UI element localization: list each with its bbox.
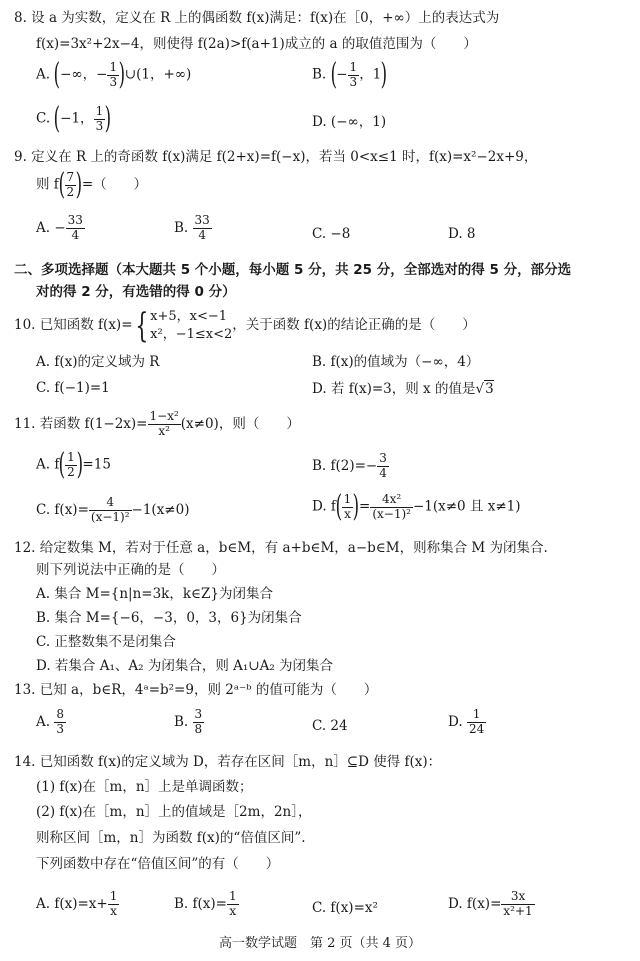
fraction: $\frac{7}{2}$	[66, 169, 75, 199]
fraction: $\frac{1}{3}$	[95, 103, 104, 133]
q12-option-b: B. 集合 M={−6，−3，0，3，6}为闭集合	[36, 610, 302, 626]
q10-stem: 10. 已知函数 f(x)={ x+5，x<−1 x²，−1≤x<2 ，关于函数 f(x)的结论正确的是（ ）	[14, 305, 476, 346]
fraction: $\frac{1}{x}$	[343, 491, 352, 521]
q9-stem-line1: 9. 定义在 R 上的奇函数 f(x)满足 f(2+x)=f(−x)，若当 0<x≤1 时，f(x)=x²−2x+9，	[14, 149, 538, 165]
fraction: $\frac{1}{x}$	[109, 889, 118, 918]
q8-stem-line1: 8. 设 a 为实数，定义在 R 上的偶函数 f(x)满足：f(x)在［0，+∞）上的表达式为	[14, 10, 500, 26]
q14-option-a: A. f(x)=x+ $\frac{1}{x}$	[36, 889, 118, 918]
fraction: $\frac{3}{8}$	[194, 707, 203, 736]
fraction: $\frac{1}{3}$	[349, 59, 358, 89]
q11-stem: 11. 若函数 f(1−2x)= $\frac{\text{1−x²}}{\text{x²}}$ (x≠0)，则（ ）	[14, 409, 300, 438]
fraction: $\frac{33}{4}$	[67, 213, 83, 242]
q12-option-c: C. 正整数集不是闭集合	[36, 634, 176, 650]
q12-option-d: D. 若集合 A₁、A₂ 为闭集合，则 A₁∪A₂ 为闭集合	[36, 658, 334, 674]
q10-option-c: C. f(−1)=1	[36, 380, 110, 396]
q13-option-d: D. $\frac{1}{24}$	[448, 707, 485, 736]
section-heading-line1: 二、多项选择题（本大题共 5 个小题，每小题 5 分，共 25 分，全部选对的得 5 分，部分选	[14, 262, 572, 278]
page-footer: 高一数学试题 第 2 页（共 4 页）	[218, 936, 422, 951]
q9-option-b: B. $\frac{33}{4}$	[174, 213, 210, 242]
fraction: $\frac{3x}{\text{x²+1}}$	[503, 889, 533, 918]
fraction: $\frac{1}{x}$	[228, 889, 237, 918]
q13-option-b: B. $\frac{3}{8}$	[174, 707, 203, 736]
fraction: $\frac{4}{\text{(x−1)²}}$	[90, 495, 130, 524]
fraction: $\frac{\text{1−x²}}{\text{x²}}$	[149, 409, 179, 438]
fraction: $\frac{\text{4x²}}{\text{(x−1)²}}$	[372, 491, 411, 521]
q13-stem: 13. 已知 a，b∈R，4ᵃ=b²=9，则 2ᵃ⁻ᵇ 的值可能为（ ）	[14, 682, 378, 698]
fraction: $\frac{1}{2}$	[67, 449, 75, 479]
fraction: $\frac{3}{4}$	[379, 451, 387, 480]
q12-option-a: A. 集合 M={n|n=3k，k∈Z}为闭集合	[36, 586, 274, 602]
q12-stem-line2: 则下列说法中正确的是（ ）	[36, 562, 225, 578]
q9-option-c: C. −8	[312, 226, 351, 242]
q13-option-a: A. $\frac{8}{3}$	[36, 707, 64, 736]
q9-stem-line2: 则 f( $\frac{7}{2}$ )=（ ）	[36, 167, 148, 202]
q10-option-a: A. f(x)的定义域为 R	[36, 354, 160, 370]
q14-option-c: C. f(x)=x²	[312, 900, 378, 916]
q9-option-a: A. − $\frac{33}{4}$	[36, 213, 83, 242]
q9-option-d: D. 8	[448, 226, 476, 242]
q11-option-a: A. f( $\frac{1}{2}$ )=15	[36, 447, 111, 482]
q10-option-b: B. f(x)的值域为（−∞，4）	[312, 354, 480, 370]
q14-option-d: D. f(x)= $\frac{3x}{\text{x²+1}}$	[448, 889, 533, 918]
fraction: $\frac{1}{24}$	[468, 707, 485, 736]
q11-option-c: C. f(x)= $\frac{4}{\text{(x−1)²}}$ −1(x≠0)	[36, 495, 190, 524]
q14-condition-2: (2) f(x)在［m，n］上的值域是［2m，2n］，	[36, 804, 312, 820]
q14-stem-line1: 14. 已知函数 f(x)的定义域为 D，若存在区间［m，n］⊆D 使得 f(x)：	[14, 754, 442, 770]
fraction: $\frac{8}{3}$	[56, 707, 64, 736]
q11-option-d: D. f( $\frac{1}{x}$ )= $\frac{\text{4x²}}{\text{(x−1)²}}$ −1(x≠0 且 x≠1)	[312, 489, 521, 524]
q14-stem-line4: 则称区间［m，n］为函数 f(x)的“倍值区间”.	[36, 830, 306, 846]
q11-option-b: B. f(2)=− $\frac{3}{4}$	[312, 451, 387, 480]
q8-option-a: A. (−∞，− $\frac{1}{3}$ )∪(1，+∞)	[36, 57, 192, 92]
q13-option-c: C. 24	[312, 718, 348, 734]
q14-condition-1: (1) f(x)在［m，n］上是单调函数；	[36, 779, 253, 795]
q12-stem-line1: 12. 给定数集 M，若对于任意 a，b∈M，有 a+b∈M，a−b∈M，则称集合 M 为闭集合.	[14, 540, 548, 556]
q8-stem-line2: f(x)=3x²+2x−4，则使得 f(2a)>f(a+1)成立的 a 的取值范围为（ ）	[36, 36, 477, 52]
fraction: $\frac{33}{4}$	[194, 213, 210, 242]
q14-stem-line5: 下列函数中存在“倍值区间”的有（ ）	[36, 856, 280, 872]
section-heading-line2: 对的得 2 分，有选错的得 0 分）	[36, 284, 236, 300]
q14-option-b: B. f(x)= $\frac{1}{x}$	[174, 889, 237, 918]
fraction: $\frac{1}{3}$	[109, 59, 118, 89]
piecewise-definition: x+5，x<−1 x²，−1≤x<2	[150, 309, 233, 342]
q10-option-d: D. 若 f(x)=3，则 x 的值是√3	[312, 381, 494, 397]
q8-option-b: B. (− $\frac{1}{3}$ ，1)	[312, 57, 388, 92]
q8-option-d: D. (−∞，1)	[312, 114, 387, 130]
q8-option-c: C. (−1， $\frac{1}{3}$ )	[36, 101, 112, 136]
